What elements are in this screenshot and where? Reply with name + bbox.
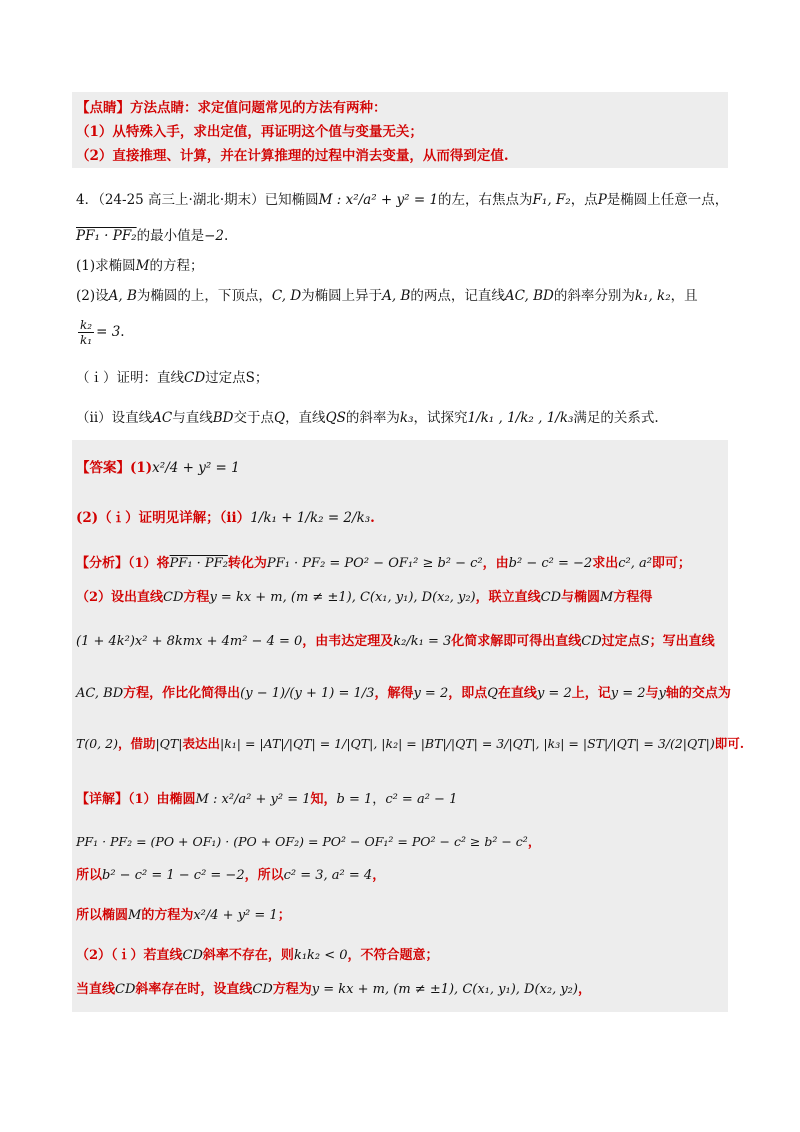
problem-intro: 4．（24-25 高三上·湖北·期末）已知椭圆 <box>76 192 319 208</box>
math: PF₁ · PF₂ <box>169 556 228 571</box>
math: CD <box>184 370 206 386</box>
text: ，不符合题意； <box>347 948 439 963</box>
math: A, B <box>108 288 137 304</box>
text: 求出 <box>592 556 619 571</box>
answer-1-math: x²/4 + y² = 1 <box>152 460 240 476</box>
math: S <box>640 634 650 649</box>
tip-item-2: （2）直接推理、计算，并在计算推理的过程中消去变量，从而得到定值. <box>76 148 509 164</box>
text: ，联立直线 <box>475 590 541 605</box>
text: 方程，作比化简得出 <box>123 686 241 701</box>
text: 的最小值是 <box>136 228 205 244</box>
text: ，试探究 <box>413 410 468 426</box>
text: 的方程； <box>149 258 204 274</box>
min-value: −2 <box>204 228 225 244</box>
text: 的两点，记直线 <box>410 288 505 304</box>
text: . <box>120 324 125 340</box>
math: c², a² <box>618 556 652 571</box>
text: ， <box>372 792 386 807</box>
text: 表达出 <box>182 736 220 751</box>
math: y = kx + m, (m ≠ ±1), C(x₁, y₁), D(x₂, y₂) <box>311 982 578 997</box>
text: 方程 <box>183 590 210 605</box>
math: AC, BD <box>76 686 124 701</box>
text: ，点 <box>570 192 598 208</box>
text: ， <box>527 834 541 849</box>
analysis-line-4 <box>76 684 731 704</box>
ratio-fraction <box>78 318 94 347</box>
text: 转化为 <box>227 556 267 571</box>
detail-line-5 <box>76 946 439 966</box>
dot-product: PF₁ · PF₂ <box>76 228 137 244</box>
text: ，借助 <box>117 736 156 751</box>
math: k₂/k₁ = 3 <box>393 634 452 649</box>
answer-line-2 <box>76 508 375 528</box>
ratio-numerator: k₂ <box>80 318 93 332</box>
math: M : x²/a² + y² = 1 <box>195 792 311 807</box>
point-p: P <box>597 192 607 208</box>
text: 满足的关系式. <box>573 410 659 426</box>
answer-label: 【答案】(1) <box>76 460 153 476</box>
text: 在直线 <box>497 686 537 701</box>
text: 即可. <box>714 736 745 751</box>
text: 化简求解即可得出直线 <box>451 634 582 649</box>
text: ，解得 <box>374 686 414 701</box>
ratio-rhs: = 3 <box>96 324 121 340</box>
text: 知， <box>310 792 337 807</box>
math: M <box>600 590 614 605</box>
text: 所以 <box>76 868 103 883</box>
text: 的左，右焦点为 <box>438 192 533 208</box>
detail-line-1 <box>76 790 457 810</box>
math: c² = a² − 1 <box>385 792 458 807</box>
math: y <box>658 686 666 701</box>
text: (2)设 <box>76 288 109 304</box>
ellipse-name: M <box>135 258 150 274</box>
math: b = 1 <box>336 792 373 807</box>
math: y = 2 <box>536 686 572 701</box>
math: BD <box>212 410 234 426</box>
text: (2)（ｉ）证明见详解；（ii） <box>76 510 251 526</box>
text: 即可； <box>651 556 691 571</box>
analysis-line-5 <box>76 734 744 754</box>
math: CD <box>163 590 184 605</box>
math: PF₁ · PF₂ = (PO + OF₁) · (PO + OF₂) = PO² − OF₁² = PO² − c² ≥ b² − c² <box>76 834 528 849</box>
math: M <box>128 908 142 923</box>
text: 上，记 <box>571 686 611 701</box>
math: CD <box>581 634 602 649</box>
ratio-denominator: k₁ <box>80 333 93 347</box>
math: b² − c² = −2 <box>508 556 593 571</box>
math: x²/4 + y² = 1 <box>193 908 278 923</box>
math: QS <box>325 410 346 426</box>
text: . <box>370 510 375 526</box>
analysis-line-2 <box>76 588 652 608</box>
text: 与椭圆 <box>561 590 601 605</box>
problem-sub-2 <box>76 408 659 428</box>
math: 1/k₁ , 1/k₂ , 1/k₃ <box>467 410 574 426</box>
math: Q <box>273 410 286 426</box>
text: 方程为 <box>272 982 312 997</box>
text: 为椭圆的上，下顶点， <box>136 288 272 304</box>
math: C, D <box>271 288 302 304</box>
math: c² = 3, a² = 4 <box>283 868 373 883</box>
detail-line-2 <box>76 832 540 852</box>
problem-sub-1 <box>76 368 268 388</box>
math: y = 2 <box>413 686 449 701</box>
math: y = kx + m, (m ≠ ±1), C(x₁, y₁), D(x₂, y₂) <box>209 590 476 605</box>
math: k₁, k₂ <box>634 288 671 304</box>
text: 所以椭圆 <box>76 908 129 923</box>
text: 的斜率为 <box>345 410 400 426</box>
math: AC <box>152 410 173 426</box>
math: (y − 1)/(y + 1) = 1/3 <box>240 686 375 701</box>
problem-part-1 <box>76 256 203 276</box>
problem-part-2 <box>76 286 698 306</box>
math: CD <box>182 948 203 963</box>
text: ， <box>372 868 386 883</box>
text: 斜率不存在，则 <box>202 948 294 963</box>
problem-ratio <box>76 318 125 347</box>
text: 交于点 <box>233 410 274 426</box>
text: （ｉ）证明：直线 <box>76 370 184 386</box>
math: A, B <box>382 288 411 304</box>
text: ，即点 <box>448 686 488 701</box>
text: 为椭圆上异于 <box>301 288 383 304</box>
math: (1 + 4k²)x² + 8kmx + 4m² − 4 = 0 <box>76 634 303 649</box>
text: 过定点S； <box>205 370 269 386</box>
math: PF₁ · PF₂ = PO² − OF₁² ≥ b² − c² <box>266 556 483 571</box>
text: ， <box>577 982 591 997</box>
detail-line-3 <box>76 866 385 886</box>
math: CD <box>252 982 273 997</box>
math: b² − c² = 1 − c² = −2 <box>102 868 245 883</box>
text: ；写出直线 <box>649 634 715 649</box>
text: . <box>224 228 229 244</box>
math: |QT| <box>155 736 183 751</box>
tip-heading: 【点睛】方法点睛：求定值问题常见的方法有两种： <box>76 100 387 116</box>
text: ，直线 <box>285 410 326 426</box>
text: （2）设出直线 <box>76 590 164 605</box>
text: 过定点 <box>601 634 641 649</box>
text: 当直线 <box>76 982 116 997</box>
text: 方程得 <box>613 590 653 605</box>
text: ，由韦达定理及 <box>302 634 394 649</box>
math: AC, BD <box>504 288 554 304</box>
text: 斜率存在时，设直线 <box>135 982 253 997</box>
problem-line-1 <box>76 190 728 210</box>
text: 与 <box>645 686 659 701</box>
math: CD <box>115 982 136 997</box>
answer-line-1 <box>76 458 240 478</box>
text: ，所以 <box>244 868 284 883</box>
analysis-line-1 <box>76 554 691 574</box>
text: 的斜率分别为 <box>553 288 635 304</box>
detail-line-4 <box>76 906 291 926</box>
problem-line-2 <box>76 226 228 246</box>
math: |k₁| = |AT|/|QT| = 1/|QT|, |k₂| = |BT|/|QT| = 3/|QT|, |k₃| = |ST|/|QT| = 3/(2|QT|) <box>220 736 715 751</box>
math: Q <box>487 686 498 701</box>
math: k₃ <box>399 410 414 426</box>
foci: F₁, F₂ <box>532 192 571 208</box>
answer-2-math: 1/k₁ + 1/k₂ = 2/k₃ <box>250 510 371 526</box>
text: ，且 <box>670 288 698 304</box>
text: 的方程为 <box>141 908 194 923</box>
analysis-line-3 <box>76 632 715 652</box>
analysis-label: 【分析】（1）将 <box>76 556 170 571</box>
math: CD <box>540 590 561 605</box>
text: （2）（ｉ）若直线 <box>76 948 183 963</box>
math: T(0, 2) <box>76 736 118 751</box>
text: 轴的交点为 <box>665 686 731 701</box>
text: 是椭圆上任意一点， <box>606 192 729 208</box>
math: y = 2 <box>610 686 646 701</box>
detail-line-6 <box>76 980 591 1000</box>
text: (1)求椭圆 <box>76 258 136 274</box>
text: （ii）设直线 <box>76 410 153 426</box>
math: k₁k₂ < 0 <box>293 948 348 963</box>
tip-item-1: （1）从特殊入手，求出定值，再证明这个值与变量无关； <box>76 124 423 140</box>
text: ，由 <box>482 556 509 571</box>
text: ； <box>277 908 291 923</box>
text: 与直线 <box>172 410 213 426</box>
ellipse-equation: M : x²/a² + y² = 1 <box>318 192 439 208</box>
detail-label: 【详解】（1）由椭圆 <box>76 792 196 807</box>
